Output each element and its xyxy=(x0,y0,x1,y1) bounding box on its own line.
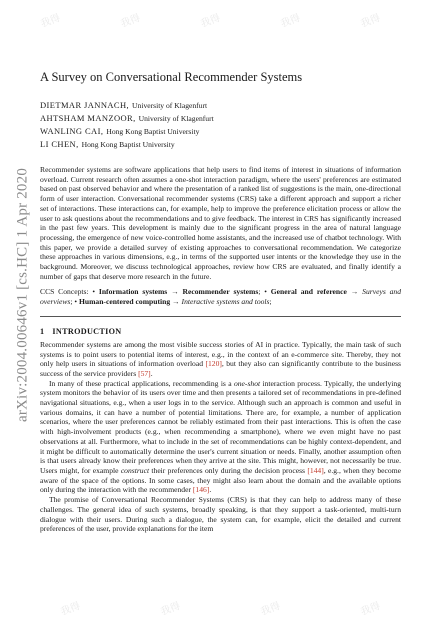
ccs-sep: ; • xyxy=(70,297,79,307)
author-name: WANLING CAI, xyxy=(40,126,104,136)
ccs-term: General and reference xyxy=(270,287,347,297)
author-name: DIETMAR JANNACH, xyxy=(40,100,130,110)
section-heading xyxy=(40,327,401,336)
author-affiliation: University of Klagenfurt xyxy=(132,101,208,110)
text-run: their preferences only during the decision process xyxy=(149,465,308,475)
emphasis: one-shot xyxy=(233,378,261,388)
text-run: Recommender systems are among the most visible success stories of AI in practice. Typically, the main task of such systems is to point users to potential items of interest, e.g., in the context of an e-commerce site. Thereby, they not only help users in situations of information overload xyxy=(40,339,401,369)
intro-body xyxy=(40,340,401,534)
ccs-subterm: Surveys and overviews xyxy=(40,287,401,307)
author-name: LI CHEN, xyxy=(40,139,79,149)
paper-title: A Survey on Conversational Recommender Systems xyxy=(40,70,303,84)
ccs-arrow: → xyxy=(170,297,182,307)
watermark: 我得 xyxy=(279,12,302,30)
citation-link[interactable]: [144] xyxy=(307,465,324,475)
text-run: , e.g., when they become aware of the space of the options. In some cases, they might also learn about the domain and the available options only during the interaction with the recommender xyxy=(40,465,401,495)
author-1 xyxy=(40,99,401,112)
paragraph-2 xyxy=(40,379,401,495)
ccs-term: Recommender systems xyxy=(182,287,259,297)
text-run: . xyxy=(150,368,153,378)
ccs-end: ; xyxy=(269,297,272,307)
ccs-subterm: Interactive systems and tools xyxy=(181,297,270,307)
arxiv-sidebar-stamp xyxy=(8,167,38,423)
author-affiliation: Hong Kong Baptist University xyxy=(106,127,200,136)
text-run: , but they also can significantly contribute to the business success of the service providers xyxy=(40,359,401,378)
paragraph-1 xyxy=(40,340,401,379)
author-affiliation: University of Klagenfurt xyxy=(138,114,214,123)
paragraph-3: The promise of Conversational Recommender Systems (CRS) is that they can help to address many of these challenges. The general idea of such systems, broadly speaking, is that they support a task-oriented, multi-turn dialogue with their users. During such a dialogue, the system can, for example, elicit the detailed and current preferences of the user, provide explanations for the item xyxy=(40,495,401,534)
citation-link[interactable]: [146] xyxy=(192,485,210,495)
emphasis: construct xyxy=(120,465,150,475)
watermark: 我得 xyxy=(119,12,142,30)
author-3 xyxy=(40,125,401,138)
ccs-lead: CCS Concepts: • xyxy=(40,287,99,297)
ccs-arrow: → xyxy=(167,287,183,297)
text-run: In many of these practical applications, recommending is a xyxy=(49,378,234,388)
watermark: 我得 xyxy=(359,600,382,618)
author-affiliation: Hong Kong Baptist University xyxy=(81,140,175,149)
text-run: . xyxy=(209,485,212,495)
text-run: interaction process. Typically, the underlying system monitors the behavior of its users over time and then presents a tailored set of recommendations in pre-defined navigational situations, e.g., when a user logs in to the service. Although such an approach is common and useful in various domains, it can have a number of potential limitations. There are, for example, a number of application scenarios, where the user preferences cannot be reliably estimated from their past interactions. This is often the case with high-involvement products (e.g., when recommending a smartphone), where we even might have no past observations at all. Furthermore, what to include in the set of recommendations can be highly context-dependent, and it might be difficult to automatically determine the user's current situation or needs. Finally, another assumption often is that users already know their preferences when they arrive at the site. This might, however, not necessarily be true. Users might, for example xyxy=(40,378,401,475)
watermark: 我得 xyxy=(39,12,62,30)
author-name: AHTSHAM MANZOOR, xyxy=(40,113,136,123)
abstract: Recommender systems are software applications that help users to find items of interest in situations of information overload. Current research often assumes a one-shot interaction paradigm, where the users' preferences are estimated based on past observed behavior and where the presentation of a ranked list of suggestions is the main, one-directional form of user interaction. Conversational recommender systems (CRS) take a different approach and support a richer set of interactions. These interactions can, for example, help to improve the preference elicitation process or allow the user to ask questions about the recommendations and to give feedback. The interest in CRS has significantly increased in the past few years. This development is mainly due to the significant progress in the area of natural language processing, the emergence of new voice-controlled home assistants, and the increased use of chatbot technology. With this paper, we provide a detailed survey of existing approaches to conversational recommendation. We categorize these approaches in various dimensions, e.g., in terms of the supported user intents or the knowledge they use in the background. Moreover, we discuss technological approaches, review how CRS are evaluated, and finally identify a number of gaps that deserve more research in the future. xyxy=(40,165,401,281)
section-divider xyxy=(40,316,401,317)
author-4 xyxy=(40,138,401,151)
watermark: 我得 xyxy=(199,12,222,30)
section-title: INTRODUCTION xyxy=(52,326,122,336)
watermark: 我得 xyxy=(359,12,382,30)
author-list xyxy=(40,99,401,151)
section-number: 1 xyxy=(40,326,45,336)
ccs-sep: ; • xyxy=(258,287,271,297)
watermark: 我得 xyxy=(159,600,182,618)
watermark: 我得 xyxy=(59,600,82,618)
ccs-arrow: → xyxy=(346,287,363,297)
paper-page xyxy=(40,70,401,534)
watermark: 我得 xyxy=(259,600,282,618)
citation-link[interactable]: [57] xyxy=(138,368,151,378)
ccs-term: Information systems xyxy=(98,287,168,297)
ccs-concepts xyxy=(40,287,401,306)
ccs-term: Human-centered computing xyxy=(78,297,171,307)
citation-link[interactable]: [120] xyxy=(205,359,222,369)
author-2 xyxy=(40,112,401,125)
arxiv-id: arXiv:2004.00646v1 [cs.HC] 1 Apr 2020 xyxy=(14,167,31,423)
